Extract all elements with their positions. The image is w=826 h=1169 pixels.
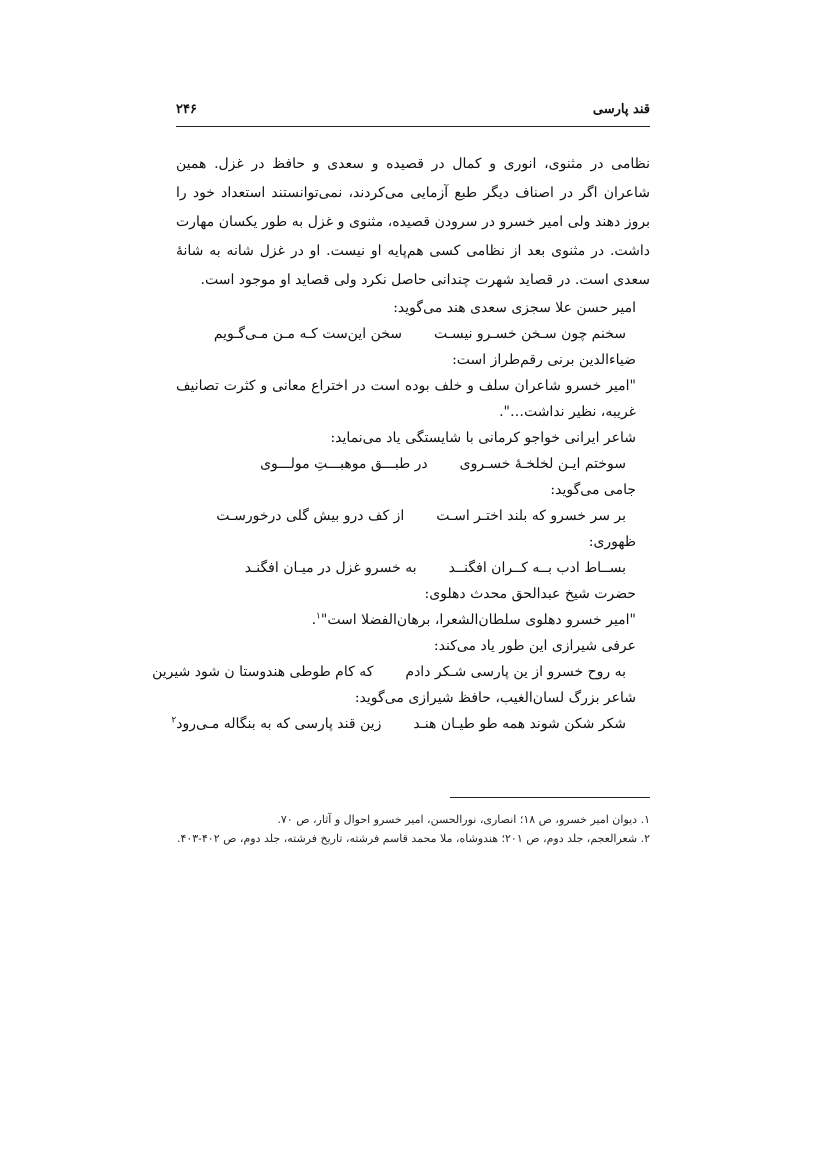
- verse-first-hemistich: بر سر خسرو که بلند اختـر اسـت: [436, 508, 626, 524]
- intro-paragraph: نظامی در مثنوی، انوری و کمال در قصیده و سعدی و حافظ در غزل. همین شاعران اگر در اصناف دیگر طبع آزمایی می‌کردند، نمی‌توانستند استعداد خود را بروز دهند ولی امیر خسرو در سرودن قصیده، مثنوی و غزل به طور یکسان مهارت داشت. در مثنوی بعد از نظامی کسی هم‌پایه او نیست. او در غزل شانه به شانهٔ سعدی است. در قصاید شهرت چندانی حاصل نکرد ولی قصاید او موجود است.: [176, 156, 650, 288]
- verse-first-hemistich: سخنم چون سـخن خسـرو نیسـت: [434, 326, 626, 342]
- verse-second-hemistich: به خسرو غزل در میـان افگنـد: [244, 560, 417, 576]
- quote-intro: حضرت شیخ عبدالحق محدث دهلوی:: [424, 586, 636, 602]
- footnotes: [176, 810, 650, 848]
- quote-end: .: [311, 612, 317, 628]
- verse: [152, 659, 650, 685]
- verse: [176, 555, 650, 581]
- quote-intro: ضیاءالدین برنی رقم‌طراز است:: [452, 352, 636, 368]
- verse-second-hemistich: [171, 711, 381, 737]
- verse-second-hemistich: سخن این‌ست کـه مـن مـی‌گـویم: [213, 326, 402, 342]
- prose-quote: [176, 607, 650, 633]
- verse-second-hemistich: در طبـــق موهبـــتِ مولـــوی: [260, 456, 428, 472]
- footnote-ref: ۱: [316, 611, 321, 622]
- quote-intro: شاعر ایرانی خواجو کرمانی با شایستگی یاد می‌نماید:: [330, 430, 636, 446]
- verse-first-hemistich: بســاط ادب بــه کــران افگنــد: [448, 560, 626, 576]
- quote-intro: عرفی شیرازی این طور یاد می‌کند:: [433, 638, 636, 654]
- quote-intro: ظهوری:: [588, 534, 636, 550]
- verse-first-hemistich: سوختم ایـن لخلخـهٔ خسـروی: [459, 456, 626, 472]
- footnote-divider: [450, 797, 650, 798]
- verse-first-hemistich: شکر شکن شوند همه طو طیـان هنـد: [413, 716, 626, 732]
- verse: [176, 503, 650, 529]
- footnote-ref: ۲: [171, 715, 177, 726]
- quote-intro: جامی می‌گوید:: [550, 482, 636, 498]
- prose-quote: "امیر خسرو شاعران سلف و خلف بوده است در اختراع معانی و کثرت تصانیف غریبه، نظیر نداشت…".: [176, 378, 636, 420]
- verse-second-hemistich: از کف درو بیش گلی درخورسـت: [216, 508, 405, 524]
- verse: [176, 321, 650, 347]
- footnote: ۱. دیوان امیر خسرو، ص ۱۸؛ انصاری، نورالحسن، امیر خسرو احوال و آثار، ص ۷۰.: [277, 813, 650, 826]
- quote-intro: شاعر بزرگ لسان‌الغیب، حافظ شیرازی می‌گوید:: [354, 690, 636, 706]
- page-header: [176, 98, 650, 127]
- verse-second-hemistich: که کام طوطی هندوستا ن شود شیرین: [152, 664, 374, 680]
- footnote: ۲. شعرالعجم، جلد دوم، ص ۲۰۱؛ هندوشاه، ملا محمد قاسم فرشته، تاریخ فرشته، جلد دوم، ص ۴۰۲-۴۰۳.: [176, 832, 650, 845]
- quote-text: "امیر خسرو دهلوی سلطان‌الشعرا، برهان‌الفضلا است": [320, 612, 636, 628]
- page-number: ۲۴۶: [176, 102, 197, 117]
- verse: [171, 711, 650, 737]
- quote-intro: امیر حسن علا سجزی سعدی هند می‌گوید:: [393, 300, 636, 316]
- body-text: [152, 150, 650, 737]
- hemistich-text: زین قند پارسی که به بنگاله مـی‌رود: [176, 716, 382, 732]
- verse-first-hemistich: به روح خسرو از ین پارسی شـکر دادم: [405, 664, 626, 680]
- verse: [176, 451, 650, 477]
- running-title: قند پارسی: [592, 102, 650, 117]
